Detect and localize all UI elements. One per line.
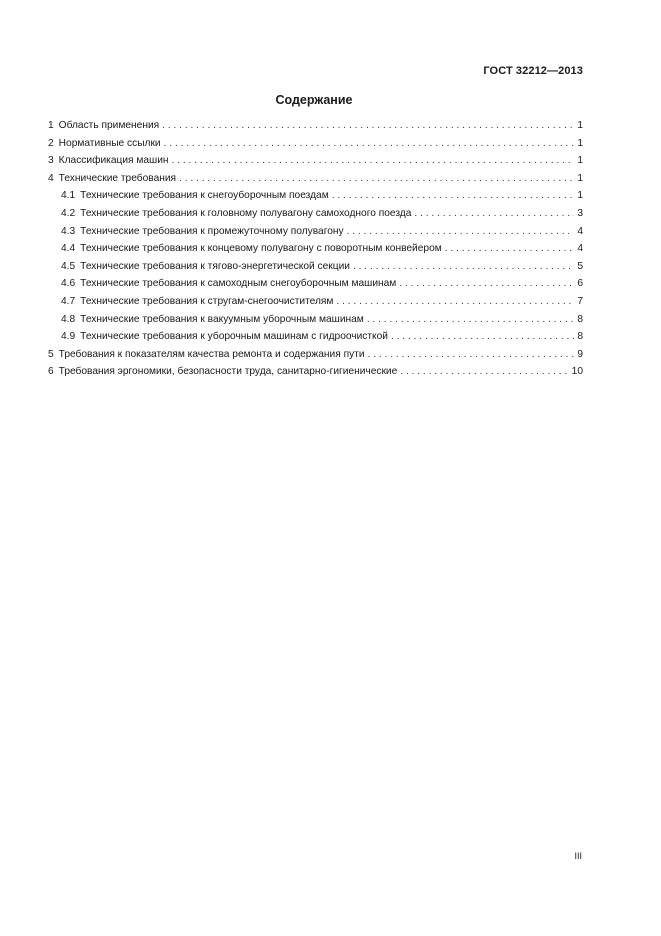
toc-entry[interactable]	[48, 208, 583, 226]
toc-entry-page: 1	[577, 190, 583, 202]
toc-entry-number: 2	[48, 137, 54, 149]
toc-entry[interactable]	[48, 226, 583, 244]
toc-entry-title: Требования эргономики, безопасности труда, санитарно-гигиенические	[58, 366, 398, 378]
toc-title: Содержание	[275, 93, 353, 107]
toc-entry-number: 5	[48, 348, 54, 360]
toc-entry-title: Технические требования к промежуточному полувагону	[80, 225, 344, 237]
toc-entry-page: 3	[577, 207, 583, 219]
toc-entry[interactable]	[48, 138, 583, 156]
toc-entry-page: 1	[577, 172, 583, 184]
toc-entry[interactable]	[48, 296, 583, 314]
toc-entry-number: 4.6	[61, 278, 76, 290]
toc-entry-page: 1	[577, 137, 583, 149]
toc-entry-title: Технические требования к уборочным машинам с гидроочисткой	[80, 331, 388, 343]
toc-entry-number: 4.9	[61, 331, 76, 343]
document-code: ГОСТ 32212—2013	[483, 65, 583, 77]
toc-entry-number: 4.5	[61, 260, 76, 272]
toc-entry-page: 7	[577, 295, 583, 307]
toc-entry[interactable]	[48, 190, 583, 208]
toc-entry-title: Классификация машин	[58, 155, 169, 167]
toc-leader-dots	[336, 296, 574, 307]
page-number: III	[574, 851, 582, 861]
toc-entry-page: 1	[577, 155, 583, 167]
toc-entry-title: Технические требования к тягово-энергетической секции	[80, 260, 350, 272]
toc-entry-page: 8	[577, 313, 583, 325]
toc-entry-title: Технические требования к головному полувагону самоходного поезда	[80, 207, 412, 219]
toc-entry-page: 9	[577, 348, 583, 360]
toc-leader-dots	[400, 366, 568, 377]
toc-entry-page: 6	[577, 278, 583, 290]
toc-leader-dots	[399, 278, 574, 289]
toc-entry[interactable]	[48, 349, 583, 367]
toc-entry-number: 4.3	[61, 225, 76, 237]
table-of-contents	[48, 120, 583, 384]
toc-entry-page: 5	[577, 260, 583, 272]
toc-entry[interactable]	[48, 261, 583, 279]
toc-entry-number: 4.2	[61, 207, 76, 219]
toc-leader-dots	[162, 120, 574, 131]
toc-entry-page: 4	[577, 243, 583, 255]
toc-entry-page: 1	[577, 120, 583, 131]
toc-entry-number: 4	[48, 172, 54, 184]
toc-entry-title: Требования к показателям качества ремонта и содержания пути	[58, 348, 365, 360]
toc-entry[interactable]	[48, 243, 583, 261]
toc-entry[interactable]	[48, 173, 583, 191]
toc-entry[interactable]	[48, 278, 583, 296]
toc-entry[interactable]	[48, 155, 583, 173]
toc-leader-dots	[414, 208, 574, 219]
toc-entry[interactable]	[48, 120, 583, 138]
toc-leader-dots	[179, 173, 574, 184]
toc-entry-title: Технические требования к самоходным снегоуборочным машинам	[80, 278, 397, 290]
toc-entry-title: Технические требования к вакуумным уборочным машинам	[80, 313, 364, 325]
toc-leader-dots	[172, 155, 575, 166]
toc-entry-number: 4.4	[61, 243, 76, 255]
toc-leader-dots	[367, 314, 575, 325]
toc-entry-number: 3	[48, 155, 54, 167]
toc-leader-dots	[164, 138, 575, 149]
toc-entry-title: Область применения	[58, 120, 160, 131]
toc-leader-dots	[445, 243, 575, 254]
toc-entry[interactable]	[48, 366, 583, 384]
toc-entry-title: Технические требования к стругам-снегоочистителям	[80, 295, 334, 307]
toc-entry-number: 4.7	[61, 295, 76, 307]
toc-entry-title: Нормативные ссылки	[58, 137, 161, 149]
toc-entry-page: 8	[577, 331, 583, 343]
toc-entry[interactable]	[48, 331, 583, 349]
toc-leader-dots	[347, 226, 575, 237]
toc-leader-dots	[353, 261, 574, 272]
toc-leader-dots	[391, 331, 574, 342]
toc-entry-number: 6	[48, 366, 54, 378]
toc-entry[interactable]	[48, 314, 583, 332]
toc-leader-dots	[332, 190, 575, 201]
toc-entry-title: Технические требования к концевому полувагону с поворотным конвейером	[80, 243, 442, 255]
toc-entry-number: 4.1	[61, 190, 76, 202]
toc-entry-title: Технические требования к снегоуборочным поездам	[80, 190, 329, 202]
toc-entry-number: 4.8	[61, 313, 76, 325]
toc-entry-page: 10	[571, 366, 583, 378]
toc-entry-page: 4	[577, 225, 583, 237]
toc-entry-number: 1	[48, 120, 54, 131]
toc-entry-title: Технические требования	[58, 172, 177, 184]
toc-leader-dots	[368, 349, 575, 360]
